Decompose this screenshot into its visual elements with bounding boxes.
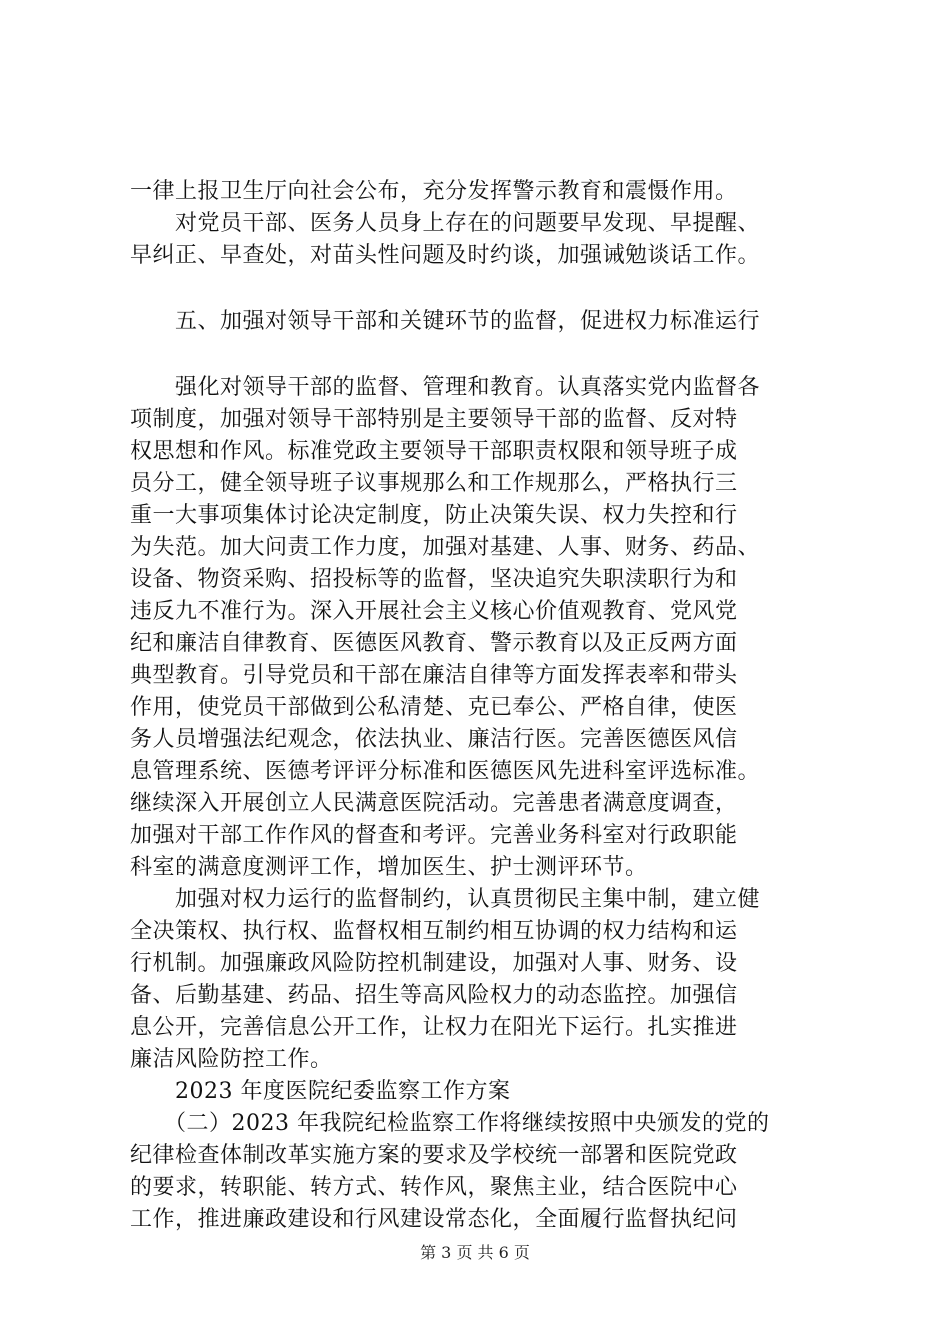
body-line: 息管理系统、医德考评评分标准和医德医风先进科室评选标准。 bbox=[130, 759, 761, 784]
body-line: 纪律检查体制改革实施方案的要求及学校统一部署和医院党政 bbox=[130, 1143, 738, 1168]
body-line: 工作，推进廉政建设和行风建设常态化，全面履行监督执纪问 bbox=[130, 1207, 738, 1232]
body-line: 务人员增强法纪观念，依法执业、廉洁行医。完善医德医风信 bbox=[130, 727, 738, 752]
body-line: 一律上报卫生厅向社会公布，充分发挥警示教育和震慑作用。 bbox=[130, 179, 738, 204]
body-line: 违反九不准行为。深入开展社会主义核心价值观教育、党风党 bbox=[130, 599, 738, 624]
section-heading: 五、加强对领导干部和关键环节的监督，促进权力标准运行 bbox=[130, 309, 761, 334]
body-line: 廉洁风险防控工作。 bbox=[130, 1047, 333, 1072]
body-line: 行机制。加强廉政风险防控机制建设，加强对人事、财务、设 bbox=[130, 951, 738, 976]
spacer bbox=[130, 272, 830, 304]
document-body bbox=[130, 176, 830, 1236]
body-line: 全决策权、执行权、监督权相互制约相互协调的权力结构和运 bbox=[130, 919, 738, 944]
subsection-title: 2023 年度医院纪委监察工作方案 bbox=[130, 1079, 511, 1104]
body-line: 权思想和作风。标准党政主要领导干部职责权限和领导班子成 bbox=[130, 439, 738, 464]
body-line: 对党员干部、医务人员身上存在的问题要早发现、早提醒、 bbox=[130, 211, 761, 236]
body-line: 的要求，转职能、转方式、转作风，聚焦主业，结合医院中心 bbox=[130, 1175, 738, 1200]
body-line: 员分工，健全领导班子议事规那么和工作规那么，严格执行三 bbox=[130, 471, 738, 496]
body-line: 设备、物资采购、招投标等的监督，坚决追究失职渎职行为和 bbox=[130, 567, 738, 592]
body-line: 科室的满意度测评工作，增加医生、护士测评环节。 bbox=[130, 855, 648, 880]
body-line: 早纠正、早查处，对苗头性问题及时约谈，加强诫勉谈话工作。 bbox=[130, 243, 761, 268]
body-line: 作用，使党员干部做到公私清楚、克已奉公、严格自律，使医 bbox=[130, 695, 738, 720]
body-line: 为失范。加大问责工作力度，加强对基建、人事、财务、药品、 bbox=[130, 535, 761, 560]
body-line: 强化对领导干部的监督、管理和教育。认真落实党内监督各 bbox=[130, 375, 761, 400]
body-line: 重一大事项集体讨论决定制度，防止决策失误、权力失控和行 bbox=[130, 503, 738, 528]
page-footer: 第 3 页 共 6 页 bbox=[420, 1243, 530, 1262]
body-line: 加强对权力运行的监督制约，认真贯彻民主集中制，建立健 bbox=[130, 887, 761, 912]
body-line: 项制度，加强对领导干部特别是主要领导干部的监督、反对特 bbox=[130, 407, 738, 432]
body-line: 备、后勤基建、药品、招生等高风险权力的动态监控。加强信 bbox=[130, 983, 738, 1008]
body-line: （二）2023 年我院纪检监察工作将继续按照中央颁发的党的 bbox=[130, 1111, 770, 1136]
spacer bbox=[130, 338, 830, 370]
body-line: 加强对干部工作作风的督查和考评。完善业务科室对行政职能 bbox=[130, 823, 738, 848]
body-line: 继续深入开展创立人民满意医院活动。完善患者满意度调查， bbox=[130, 791, 738, 816]
body-line: 典型教育。引导党员和干部在廉洁自律等方面发挥表率和带头 bbox=[130, 663, 738, 688]
body-line: 息公开，完善信息公开工作，让权力在阳光下运行。扎实推进 bbox=[130, 1015, 738, 1040]
body-line: 纪和廉洁自律教育、医德医风教育、警示教育以及正反两方面 bbox=[130, 631, 738, 656]
